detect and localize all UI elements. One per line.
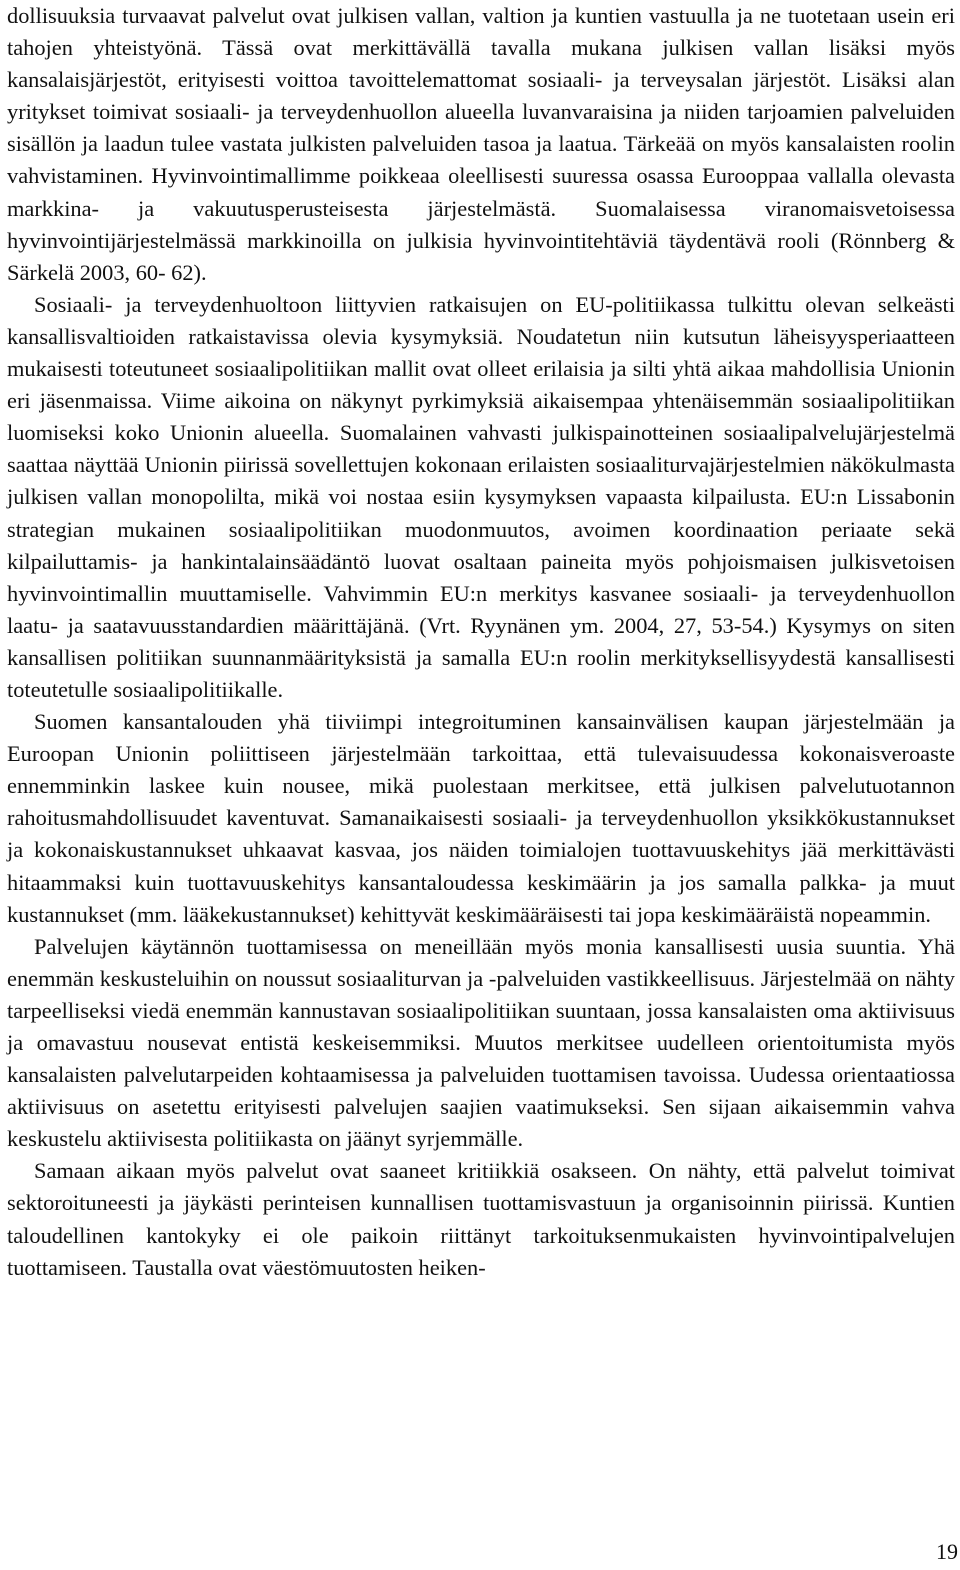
paragraph-5: Samaan aikaan myös palvelut ovat saaneet kritiikkiä osakseen. On nähty, että palvelut toimivat sektoroituneesti ja jäykästi perinteisen kunnallisen tuottamisvastuun ja organisoinnin piirissä. Kuntien taloudellinen kantokyky ei ole paikoin riittänyt tarkoituksenmukaisten hyvinvointipalvelujen tuottamiseen. Taustalla ovat väestömuutosten heiken- bbox=[7, 1158, 955, 1280]
paragraph-3: Suomen kansantalouden yhä tiiviimpi integroituminen kansainvälisen kaupan järjestelmään ja Euroopan Unionin poliittiseen järjestelmään tarkoittaa, että tulevaisuudessa kokonaisveroaste ennemminkin laskee kuin nousee, mikä puolestaan merkitsee, että julkisen palvelutuotannon rahoitusmahdollisuudet kaventuvat. Samanaikaisesti sosiaali- ja terveydenhuollon yksikkökustannukset ja kokonaiskustannukset uhkaavat kasvaa, jos näiden toimialojen tuottavuuskehitys jää merkittävästi hitaammaksi kuin tuottavuuskehitys kansantaloudessa keskimäärin ja jos samalla palkka- ja muut kustannukset (mm. lääkekustannukset) kehittyvät keskimääräisesti tai jopa keskimääräistä nopeammin. bbox=[7, 709, 955, 927]
document-page bbox=[7, 0, 955, 1284]
paragraph-4: Palvelujen käytännön tuottamisessa on meneillään myös monia kansallisesti uusia suuntia. Yhä enemmän keskusteluihin on noussut sosiaaliturvan ja -palveluiden vastikkeellisuus. Järjestelmää on nähty tarpeelliseksi viedä enemmän kannustavan sosiaalipolitiikan suuntaan, jossa kansalaisten oma aktiivisuus ja omavastuu nousevat entistä keskeisemmiksi. Muutos merkitsee uudelleen orientoitumista myös kansalaisten palvelutarpeiden kohtaamisessa ja palveluiden tuottamisen tavoissa. Uudessa orientaatiossa aktiivisuus on asetettu erityisesti palvelujen saajien vaatimukseksi. Sen sijaan aikaisemmin vahva keskustelu aktiivisesta politiikasta on jäänyt syrjemmälle. bbox=[7, 933, 955, 1152]
page-number: 19 bbox=[936, 1539, 958, 1564]
paragraph-1: dollisuuksia turvaavat palvelut ovat julkisen vallan, valtion ja kuntien vastuulla ja ne tuotetaan usein eri tahojen yhteistyönä. Tässä ovat merkittävällä tavalla mukana julkisen vallan lisäksi myös kansalaisjärjestöt, erityisesti voittoa tavoittelemattomat sosiaali- ja terveysalan järjestöt. Lisäksi alan yritykset toimivat sosiaali- ja terveydenhuollon alueella luvanvaraisina ja niiden tarjoamien palveluiden sisällön ja laadun tulee vastata julkisten palveluiden tasoa ja laatua. Tärkeää on myös kansalaisten roolin vahvistaminen. Hyvinvointimallimme poikkeaa oleellisesti suuressa osassa Eurooppaa vallalla olevasta markkina- ja vakuutusperusteisesta järjestelmästä. Suomalaisessa viranomaisvetoisessa hyvinvointijärjestelmässä markkinoilla on julkisia hyvinvointitehtäviä täydentävä rooli (Rönnberg & Särkelä 2003, 60- 62). bbox=[7, 3, 955, 285]
paragraph-2: Sosiaali- ja terveydenhuoltoon liittyvien ratkaisujen on EU-politiikassa tulkittu olevan selkeästi kansallisvaltioiden ratkaistavissa olevia kysymyksiä. Noudatetun niin kutsutun läheisyysperiaatteen mukaisesti toteutuneet sosiaalipolitiikan mallit ovat olleet erilaisia ja silti yhtä aikaa mahdollisia Unionin eri jäsenmaissa. Viime aikoina on näkynyt pyrkimyksiä aikaisempaa yhtenäisemmän sosiaalipolitiikan luomiseksi koko Unionin alueella. Suomalainen vahvasti julkispainotteinen sosiaalipalvelujärjestelmä saattaa näyttää Unionin piirissä sovellettujen kokonaan erilaisten sosiaaliturvajärjestelmien näkökulmasta julkisen vallan monopolilta, mikä voi nostaa esiin kysymyksen vapaasta kilpailusta. EU:n Lissabonin strategian mukainen sosiaalipolitiikan muodonmuutos, avoimen koordinaation periaate sekä kilpailuttamis- ja hankintalainsäädäntö luovat osaltaan paineita myös pohjoismaisen julkisvetoisen hyvinvointimallin muuttamiselle. Vahvimmin EU:n merkitys kasvanee sosiaali- ja terveydenhuollon laatu- ja saatavuusstandardien määrittäjänä. (Vrt. Ryynänen ym. 2004, 27, 53-54.) Kysymys on siten kansallisen politiikan suunnanmäärityksistä ja samalla EU:n roolin merkityksellisyydestä kansallisesti toteutetulle sosiaalipolitiikalle. bbox=[7, 291, 955, 702]
